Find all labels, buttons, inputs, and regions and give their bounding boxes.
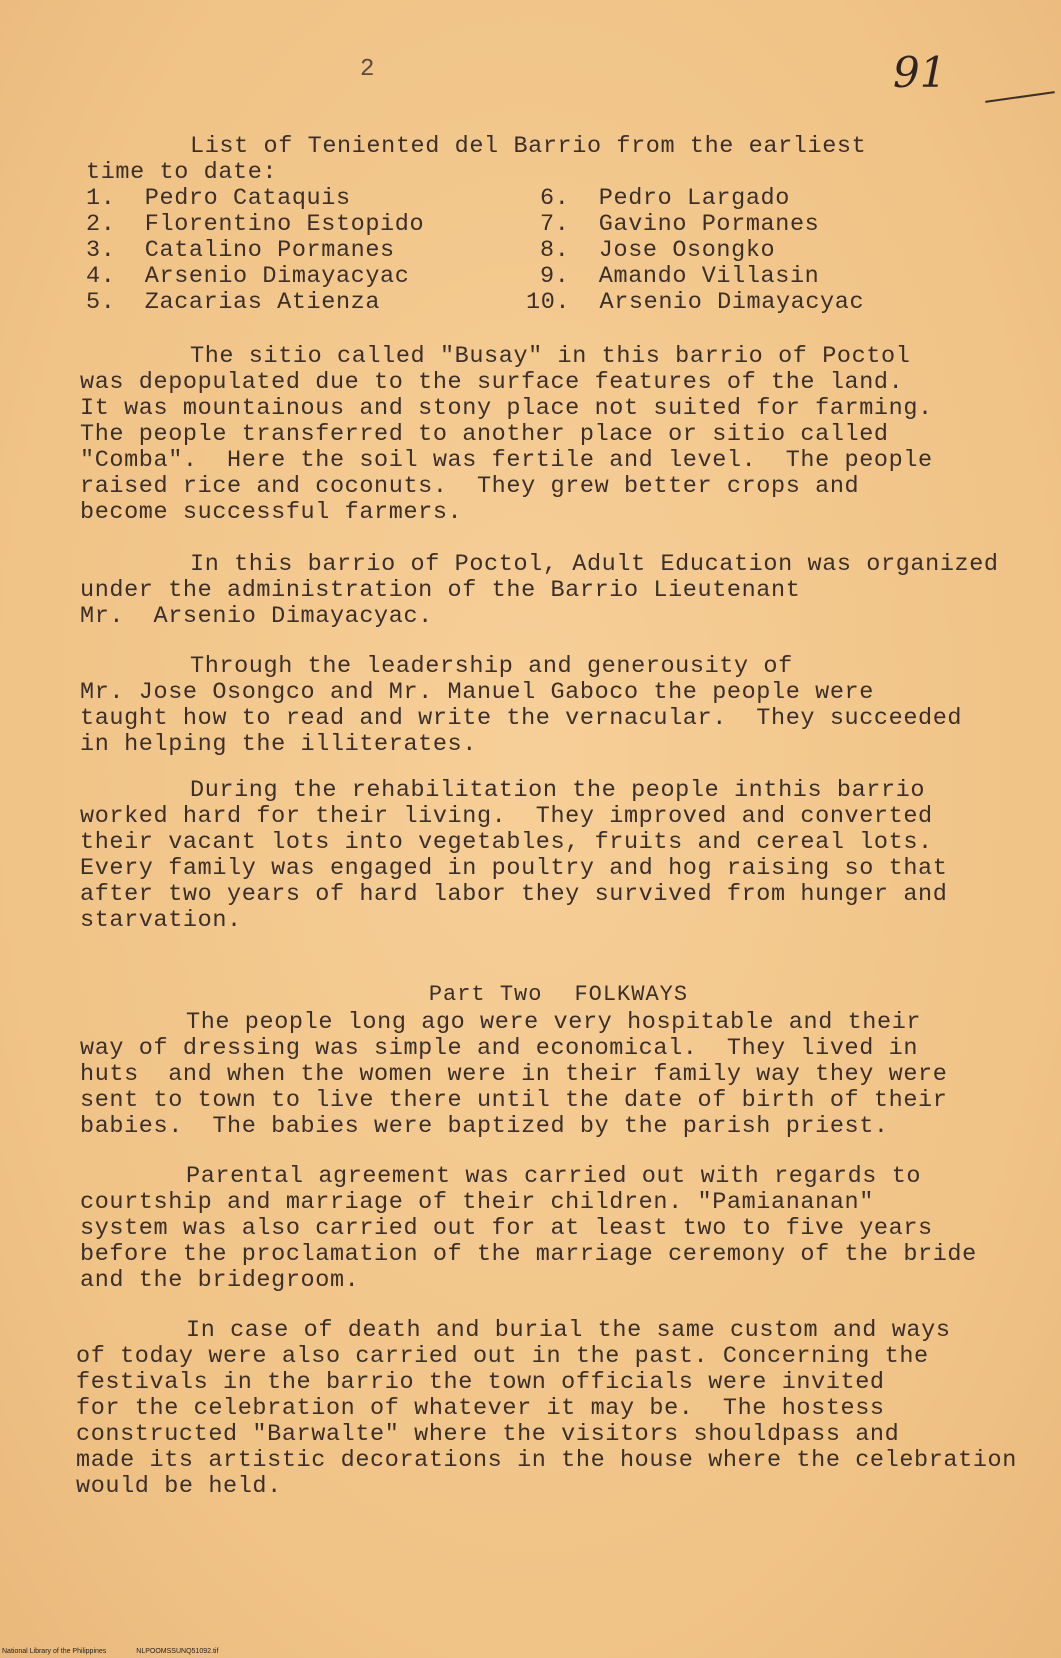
paragraph-line: become successful farmers.	[80, 499, 463, 526]
paragraph-line: for the celebration of whatever it may be. The hostess	[76, 1395, 885, 1422]
paragraph-line: courtship and marriage of their children. "Pamiananan"	[80, 1189, 874, 1216]
paragraph-line: huts and when the women were in their family way they were	[80, 1061, 948, 1088]
footer-library: National Library of the Philippines	[2, 1648, 107, 1655]
paragraph-line: raised rice and coconuts. They grew better crops and	[80, 473, 860, 500]
paragraph-line: Mr. Arsenio Dimayacyac.	[80, 603, 433, 630]
list-item: 10. Arsenio Dimayacyac	[526, 289, 865, 316]
list-item: 1. Pedro Cataquis	[86, 185, 351, 212]
paragraph-line: in helping the illiterates.	[80, 731, 477, 758]
paragraph-line: The people long ago were very hospitable and their	[186, 1009, 922, 1036]
paragraph-line: taught how to read and write the vernacular. They succeeded	[80, 705, 963, 732]
paragraph-line: The sitio called "Busay" in this barrio of Poctol	[190, 343, 911, 370]
paragraph-line: festivals in the barrio the town officials were invited	[76, 1369, 885, 1396]
paragraph-line: During the rehabilitation the people inthis barrio	[190, 777, 926, 804]
paragraph-line: before the proclamation of the marriage ceremony of the bride	[80, 1241, 977, 1268]
paragraph-line: and the bridegroom.	[80, 1267, 360, 1294]
handwritten-page-number: 91	[893, 48, 947, 97]
paragraph-line: after two years of hard labor they survived from hunger and	[80, 881, 948, 908]
list-item: 6. Pedro Largado	[540, 185, 790, 212]
paragraph-line: In this barrio of Poctol, Adult Education was organized	[190, 551, 999, 578]
list-item: 8. Jose Osongko	[540, 237, 776, 264]
scan-footer	[2, 1648, 218, 1655]
paragraph-line: Every family was engaged in poultry and hog raising so that	[80, 855, 948, 882]
paragraph-line: constructed "Barwalte" where the visitors shouldpass and	[76, 1421, 900, 1448]
paragraph-line: way of dressing was simple and economical. They lived in	[80, 1035, 919, 1062]
paragraph-line: Mr. Jose Osongco and Mr. Manuel Gaboco the people were	[80, 679, 874, 706]
paragraph-line: their vacant lots into vegetables, fruits and cereal lots.	[80, 829, 933, 856]
paragraph-line: babies. The babies were baptized by the parish priest.	[80, 1113, 889, 1140]
paragraph-line: was depopulated due to the surface features of the land.	[80, 369, 904, 396]
paragraph-line: Parental agreement was carried out with regards to	[186, 1163, 922, 1190]
page-number: 2	[360, 56, 375, 83]
footer-file: NLPOOMSSUNQ51092.tif	[136, 1648, 219, 1655]
list-item: 3. Catalino Pormanes	[86, 237, 395, 264]
paragraph-line: sent to town to live there until the date of birth of their	[80, 1087, 948, 1114]
paragraph-line: system was also carried out for at least two to five years	[80, 1215, 933, 1242]
list-intro-line: List of Teniented del Barrio from the earliest	[190, 133, 867, 160]
paragraph-line: of today were also carried out in the past. Concerning the	[76, 1343, 929, 1370]
section-part: Part Two	[428, 982, 543, 1007]
list-item: 4. Arsenio Dimayacyac	[86, 263, 410, 290]
paragraph-line: It was mountainous and stony place not suited for farming.	[80, 395, 933, 422]
paragraph-line: Through the leadership and generousity of	[190, 653, 793, 680]
list-item: 2. Florentino Estopido	[86, 211, 425, 238]
paragraph-line: made its artistic decorations in the house where the celebration	[76, 1447, 1017, 1474]
paragraph-line: would be held.	[76, 1473, 282, 1500]
paragraph-line: "Comba". Here the soil was fertile and level. The people	[80, 447, 933, 474]
list-item: 9. Amando Villasin	[540, 263, 820, 290]
paragraph-line: In case of death and burial the same custom and ways	[186, 1317, 951, 1344]
paragraph-line: The people transferred to another place or sitio called	[80, 421, 889, 448]
paragraph-line: starvation.	[80, 907, 242, 934]
paragraph-line: worked hard for their living. They improved and converted	[80, 803, 933, 830]
handwritten-stroke	[985, 91, 1055, 103]
list-item: 5. Zacarias Atienza	[86, 289, 381, 316]
section-title: FOLKWAYS	[574, 982, 689, 1007]
list-item: 7. Gavino Pormanes	[540, 211, 820, 238]
list-intro-line: time to date:	[86, 159, 278, 186]
paragraph-line: under the administration of the Barrio Lieutenant	[80, 577, 801, 604]
